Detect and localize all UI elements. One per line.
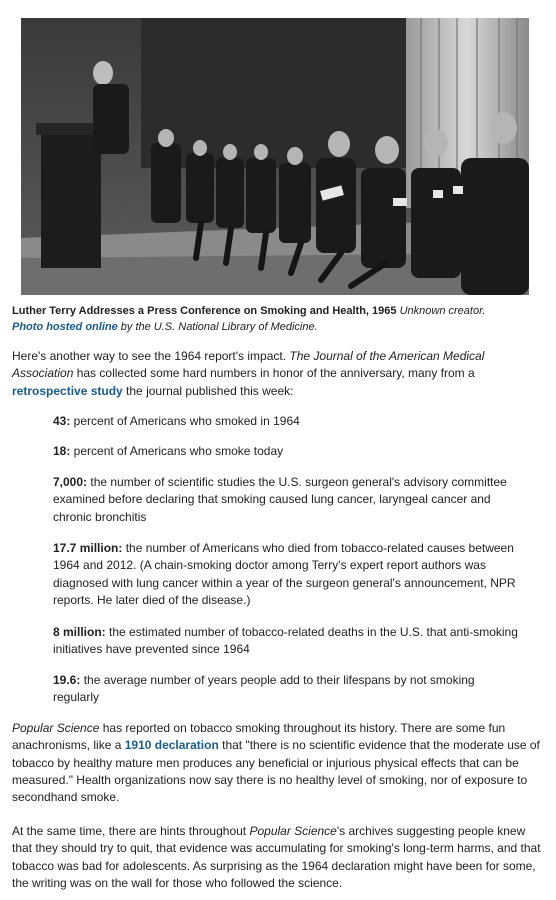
stat-value: 43: [53,414,71,428]
intro-text-2: has collected some hard numbers in honor of the anniversary, many from a [73,366,475,381]
stat-text: the estimated number of tobacco-related deaths in the U.S. that anti-smoking initiatives have prevented since 1964 [53,625,518,657]
intro-text-1: Here's another way to see the 1964 report's impact. [12,349,290,363]
history-paragraph [12,720,542,806]
stat-item [53,474,523,526]
caption-creator: Unknown creator. [399,305,486,317]
intro-paragraph [12,348,542,400]
stat-text: the number of scientific studies the U.S. surgeon general's advisory committee examined before declaring that smoking caused lung cancer, laryngeal cancer and chronic bronchitis [53,475,507,524]
press-conference-photo [21,18,529,295]
stat-item [53,413,523,430]
archives-text-1: At the same time, there are hints throughout [12,824,250,838]
stat-text: percent of Americans who smoke today [70,444,284,458]
history-text-2: that "there is no scientific evidence that the moderate use of tobacco by healthy mature men produces any beneficial or injurious physical effects that can be measured." Health organizations now say there is no healthy level of smoking, nor of exposure to secondhand smoke. [12,738,540,805]
journal-name: The Journal of the American Medical Association [12,349,485,381]
stat-value: 7,000: [53,475,88,489]
caption-title: Luther Terry Addresses a Press Conference on Smoking and Health, 1965 [12,305,397,317]
stat-item [53,672,523,707]
photo-caption [12,303,544,335]
archives-text-2: 's archives suggesting people knew that they should try to quit, that evidence was accumulating for smoking's long-term harms, and that tobacco was bad for adolescents. As surprising as the 1964 declaration might have been for some, the writing was on the wall for those who followed the science. [12,824,541,890]
stat-text: percent of Americans who smoked in 1964 [70,414,300,428]
stat-item [53,540,523,609]
history-text-1: has reported on tobacco smoking throughout its history. There are some fun anachronisms, like a [12,721,506,753]
retrospective-study-link[interactable]: retrospective study [12,383,123,398]
stat-text: the number of Americans who died from tobacco-related causes between 1964 and 2012. (A chain-smoking doctor among Terry's expert report authors was diagnosed with lung cancer within a year of the surgeon general's announcement, NPR reports. He later died of the disease.) [53,541,516,607]
stat-value: 18: [53,444,71,458]
stat-value: 8 million: [53,625,106,639]
stat-value: 19.6: [53,673,81,687]
stat-item [53,443,523,460]
1910-declaration-link[interactable]: 1910 declaration [124,738,219,753]
intro-text-3: the journal published this week: [122,383,294,398]
stat-text: the average number of years people add to their lifespans by not smoking regularly [53,673,475,705]
stat-item [53,624,523,659]
archives-paragraph [12,823,542,892]
caption-rest: by the U.S. National Library of Medicine. [117,321,318,333]
stat-value: 17.7 million: [53,541,123,555]
magazine-name: Popular Science [249,824,337,838]
magazine-name: Popular Science [12,721,100,735]
photo-hosted-link[interactable]: Photo hosted online [12,321,118,333]
